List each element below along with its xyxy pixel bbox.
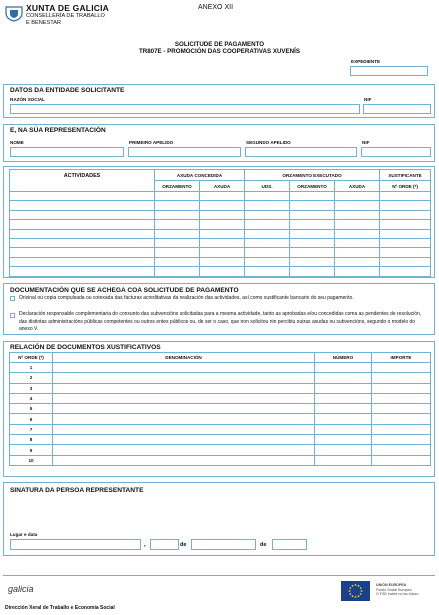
col-group-axuda-concedida: AXUDA CONCEDIDA bbox=[155, 170, 245, 181]
activity-cell[interactable] bbox=[10, 220, 155, 229]
activity-cell[interactable] bbox=[380, 201, 431, 210]
comma-separator: , bbox=[144, 542, 146, 548]
activity-cell[interactable] bbox=[245, 201, 290, 210]
document-cell[interactable] bbox=[53, 455, 315, 465]
col-header-axuda: AXUDA bbox=[200, 181, 245, 192]
document-row-number: 6 bbox=[10, 414, 53, 424]
day-field[interactable] bbox=[150, 539, 179, 550]
activity-cell[interactable] bbox=[290, 229, 335, 238]
activity-row bbox=[10, 248, 431, 257]
documents-table bbox=[9, 352, 431, 466]
doc-item-invoices: Orixinal ou copia compulsada ou cotexada das facturas acreditativas da realización das actividades, así como xustificante bancario do seu pagamento. bbox=[19, 295, 354, 301]
activity-cell[interactable] bbox=[155, 210, 200, 219]
de-separator-2: de bbox=[260, 542, 267, 548]
activity-cell[interactable] bbox=[245, 192, 290, 201]
doc-checkbox-declaration[interactable] bbox=[10, 313, 15, 318]
activity-cell[interactable] bbox=[155, 267, 200, 276]
documentation-section bbox=[3, 283, 435, 335]
entity-nif-field[interactable] bbox=[363, 104, 431, 114]
document-cell[interactable] bbox=[315, 414, 372, 424]
col-header-actividades: ACTIVIDADES bbox=[10, 170, 155, 192]
expediente-label: EXPEDIENTE bbox=[351, 59, 381, 64]
activity-cell[interactable] bbox=[335, 257, 380, 266]
activities-table bbox=[9, 169, 431, 277]
primeiro-apelido-label: PRIMEIRO APELIDO bbox=[129, 140, 174, 145]
document-cell[interactable] bbox=[372, 373, 431, 383]
activity-cell[interactable] bbox=[335, 229, 380, 238]
activity-cell[interactable] bbox=[10, 229, 155, 238]
document-row-number: 2 bbox=[10, 373, 53, 383]
eu-funding-text bbox=[376, 583, 419, 597]
activity-cell[interactable] bbox=[200, 201, 245, 210]
activity-cell[interactable] bbox=[245, 229, 290, 238]
col-header-numero: NÚMERO bbox=[315, 353, 372, 363]
activity-cell[interactable] bbox=[245, 210, 290, 219]
activity-cell[interactable] bbox=[155, 229, 200, 238]
document-row-number: 8 bbox=[10, 435, 53, 445]
col-header-axuda-executada: AXUDA bbox=[335, 181, 380, 192]
activity-cell[interactable] bbox=[10, 238, 155, 247]
activity-cell[interactable] bbox=[10, 248, 155, 257]
document-cell[interactable] bbox=[315, 393, 372, 403]
documents-list-title: RELACIÓN DE DOCUMENTOS XUSTIFICATIVOS bbox=[10, 344, 161, 351]
activity-row bbox=[10, 201, 431, 210]
eu-flag-icon bbox=[341, 581, 370, 601]
activity-cell[interactable] bbox=[335, 210, 380, 219]
document-row-number: 10 bbox=[10, 455, 53, 465]
representative-nif-field[interactable] bbox=[361, 147, 431, 157]
col-header-uds: UDS. bbox=[245, 181, 290, 192]
document-cell[interactable] bbox=[53, 363, 315, 373]
activity-cell[interactable] bbox=[380, 257, 431, 266]
document-cell[interactable] bbox=[315, 424, 372, 434]
activity-cell[interactable] bbox=[200, 192, 245, 201]
activity-cell[interactable] bbox=[335, 220, 380, 229]
activity-cell[interactable] bbox=[290, 248, 335, 257]
col-header-norde: Nº ORDE (*) bbox=[380, 181, 431, 192]
month-field[interactable] bbox=[191, 539, 256, 550]
col-group-xustificante: XUSTIFICANTE bbox=[380, 170, 431, 181]
document-row bbox=[10, 435, 431, 445]
entity-section bbox=[3, 84, 435, 118]
document-cell[interactable] bbox=[315, 455, 372, 465]
document-cell[interactable] bbox=[372, 455, 431, 465]
activity-cell[interactable] bbox=[155, 257, 200, 266]
activity-cell[interactable] bbox=[245, 257, 290, 266]
col-header-orzamento-executado: ORZAMENTO bbox=[290, 181, 335, 192]
activity-cell[interactable] bbox=[155, 248, 200, 257]
document-cell[interactable] bbox=[315, 445, 372, 455]
form-subtitle: TR807E - PROMOCIÓN DAS COOPERATIVAS XUVENÍS bbox=[138, 48, 300, 55]
annex-label: ANEXO XII bbox=[198, 4, 234, 11]
activity-cell[interactable] bbox=[155, 201, 200, 210]
nome-label: NOME bbox=[10, 140, 24, 145]
document-cell[interactable] bbox=[372, 383, 431, 393]
col-header-denominacion: DENOMINACIÓN bbox=[53, 353, 315, 363]
razon-social-field[interactable] bbox=[10, 104, 360, 114]
activity-cell[interactable] bbox=[155, 238, 200, 247]
document-row-number: 3 bbox=[10, 383, 53, 393]
document-row bbox=[10, 393, 431, 403]
document-row bbox=[10, 373, 431, 383]
activity-row bbox=[10, 192, 431, 201]
entity-nif-label: NIF bbox=[364, 97, 372, 102]
documentation-section-title: DOCUMENTACIÓN QUE SE ACHEGA COA SOLICITUDE DE PAGAMENTO bbox=[10, 287, 239, 294]
document-cell[interactable] bbox=[372, 414, 431, 424]
document-cell[interactable] bbox=[315, 373, 372, 383]
representative-section bbox=[3, 124, 435, 162]
activity-row bbox=[10, 220, 431, 229]
document-cell[interactable] bbox=[372, 424, 431, 434]
activity-cell[interactable] bbox=[200, 229, 245, 238]
document-cell[interactable] bbox=[315, 383, 372, 393]
doc-item-declaration: Declaración responsable complementaria do conxunto das subvencións solicitadas para a mesma actividade, tanto as aprobadas e/ou concedidas coma as pendentes de resolución, das distintas administracións públicas competentes ou outros entes públicos ou, de ser o caso, que non solicitou nin percibiu outras axudas ou subvencións, segundo o modelo do anexo V. bbox=[19, 311, 422, 332]
activity-cell[interactable] bbox=[200, 248, 245, 257]
place-date-label: Lugar e data bbox=[10, 532, 38, 537]
document-row-number: 9 bbox=[10, 445, 53, 455]
activity-cell[interactable] bbox=[10, 201, 155, 210]
document-row bbox=[10, 363, 431, 373]
xunta-logo-icon bbox=[4, 4, 24, 22]
activity-cell[interactable] bbox=[380, 248, 431, 257]
document-cell[interactable] bbox=[372, 445, 431, 455]
document-cell[interactable] bbox=[53, 445, 315, 455]
activity-cell[interactable] bbox=[245, 238, 290, 247]
footer-directorate: Dirección Xeral de Traballo e Economía Social bbox=[5, 605, 115, 611]
activity-cell[interactable] bbox=[200, 238, 245, 247]
document-cell[interactable] bbox=[372, 393, 431, 403]
activity-cell[interactable] bbox=[290, 257, 335, 266]
document-cell[interactable] bbox=[53, 414, 315, 424]
activity-row bbox=[10, 267, 431, 276]
document-cell[interactable] bbox=[372, 435, 431, 445]
document-row bbox=[10, 445, 431, 455]
document-row bbox=[10, 414, 431, 424]
document-row bbox=[10, 383, 431, 393]
activity-row bbox=[10, 238, 431, 247]
document-cell[interactable] bbox=[315, 404, 372, 414]
document-row-number: 5 bbox=[10, 404, 53, 414]
document-cell[interactable] bbox=[53, 435, 315, 445]
document-cell[interactable] bbox=[372, 363, 431, 373]
segundo-apelido-label: SEGUNDO APELIDO bbox=[246, 140, 291, 145]
activity-cell[interactable] bbox=[380, 229, 431, 238]
galicia-logo: galicia bbox=[8, 584, 34, 594]
document-cell[interactable] bbox=[315, 363, 372, 373]
document-cell[interactable] bbox=[53, 393, 315, 403]
nome-field[interactable] bbox=[10, 147, 124, 157]
document-row bbox=[10, 424, 431, 434]
activity-cell[interactable] bbox=[335, 267, 380, 276]
document-cell[interactable] bbox=[53, 373, 315, 383]
entity-section-title: DATOS DA ENTIDADE SOLICITANTE bbox=[10, 87, 125, 94]
footer-divider bbox=[3, 575, 435, 576]
activity-row bbox=[10, 210, 431, 219]
de-separator-1: de bbox=[180, 542, 187, 548]
activity-cell[interactable] bbox=[380, 238, 431, 247]
department-line-2: E BENESTAR bbox=[26, 19, 62, 26]
col-group-orzamento-executado: ORZAMENTO EXECUTADO bbox=[245, 170, 380, 181]
activity-cell[interactable] bbox=[245, 267, 290, 276]
activity-cell[interactable] bbox=[335, 201, 380, 210]
activity-cell[interactable] bbox=[290, 201, 335, 210]
place-field[interactable] bbox=[10, 539, 141, 550]
activity-cell[interactable] bbox=[380, 192, 431, 201]
activity-cell[interactable] bbox=[290, 238, 335, 247]
activity-cell[interactable] bbox=[335, 192, 380, 201]
activity-cell[interactable] bbox=[335, 248, 380, 257]
representative-section-title: E, NA SÚA REPRESENTACIÓN bbox=[10, 127, 106, 134]
activity-cell[interactable] bbox=[380, 220, 431, 229]
activity-cell[interactable] bbox=[380, 210, 431, 219]
eu-line-3: O FSE invirte no teu futuro bbox=[376, 592, 419, 597]
activity-cell[interactable] bbox=[155, 192, 200, 201]
activity-cell[interactable] bbox=[10, 210, 155, 219]
activity-cell[interactable] bbox=[290, 192, 335, 201]
activity-cell[interactable] bbox=[335, 238, 380, 247]
segundo-apelido-field[interactable] bbox=[245, 147, 357, 157]
activity-cell[interactable] bbox=[10, 192, 155, 201]
document-cell[interactable] bbox=[372, 404, 431, 414]
activity-cell[interactable] bbox=[290, 267, 335, 276]
department-line-1: CONSELLERÍA DE TRABALLO bbox=[26, 13, 105, 19]
activity-cell[interactable] bbox=[200, 220, 245, 229]
activity-cell[interactable] bbox=[245, 248, 290, 257]
col-header-importe: IMPORTE bbox=[372, 353, 431, 363]
document-cell[interactable] bbox=[315, 435, 372, 445]
activity-cell[interactable] bbox=[290, 220, 335, 229]
document-cell[interactable] bbox=[53, 404, 315, 414]
year-field[interactable] bbox=[272, 539, 307, 550]
col-header-doc-norde: Nº ORDE (*) bbox=[10, 353, 53, 363]
activity-cell[interactable] bbox=[10, 257, 155, 266]
activity-cell[interactable] bbox=[200, 257, 245, 266]
document-cell[interactable] bbox=[53, 383, 315, 393]
document-row-number: 1 bbox=[10, 363, 53, 373]
activity-row bbox=[10, 229, 431, 238]
activity-cell[interactable] bbox=[200, 210, 245, 219]
eu-line-1: UNIÓN EUROPEA bbox=[376, 583, 407, 587]
doc-checkbox-invoices[interactable] bbox=[10, 296, 15, 301]
activity-cell[interactable] bbox=[380, 267, 431, 276]
signature-section bbox=[3, 482, 435, 556]
document-row bbox=[10, 404, 431, 414]
activity-cell[interactable] bbox=[155, 220, 200, 229]
activity-cell[interactable] bbox=[200, 267, 245, 276]
signature-title: SINATURA DA PERSOA REPRESENTANTE bbox=[10, 487, 144, 494]
razon-social-label: RAZÓN SOCIAL bbox=[10, 97, 45, 102]
document-row-number: 7 bbox=[10, 424, 53, 434]
document-row-number: 4 bbox=[10, 393, 53, 403]
expediente-field[interactable] bbox=[350, 66, 428, 76]
eu-line-2: Fondo Social Europeo bbox=[376, 587, 412, 592]
document-row bbox=[10, 455, 431, 465]
activity-cell[interactable] bbox=[245, 220, 290, 229]
document-cell[interactable] bbox=[53, 424, 315, 434]
activity-cell[interactable] bbox=[290, 210, 335, 219]
representative-nif-label: NIF bbox=[362, 140, 370, 145]
form-title: SOLICITUDE DE PAGAMENTO bbox=[174, 41, 265, 48]
activity-cell[interactable] bbox=[10, 267, 155, 276]
activity-row bbox=[10, 257, 431, 266]
col-header-orzamento: ORZAMENTO bbox=[155, 181, 200, 192]
organization-name: XUNTA DE GALICIA bbox=[26, 3, 110, 13]
primeiro-apelido-field[interactable] bbox=[128, 147, 241, 157]
